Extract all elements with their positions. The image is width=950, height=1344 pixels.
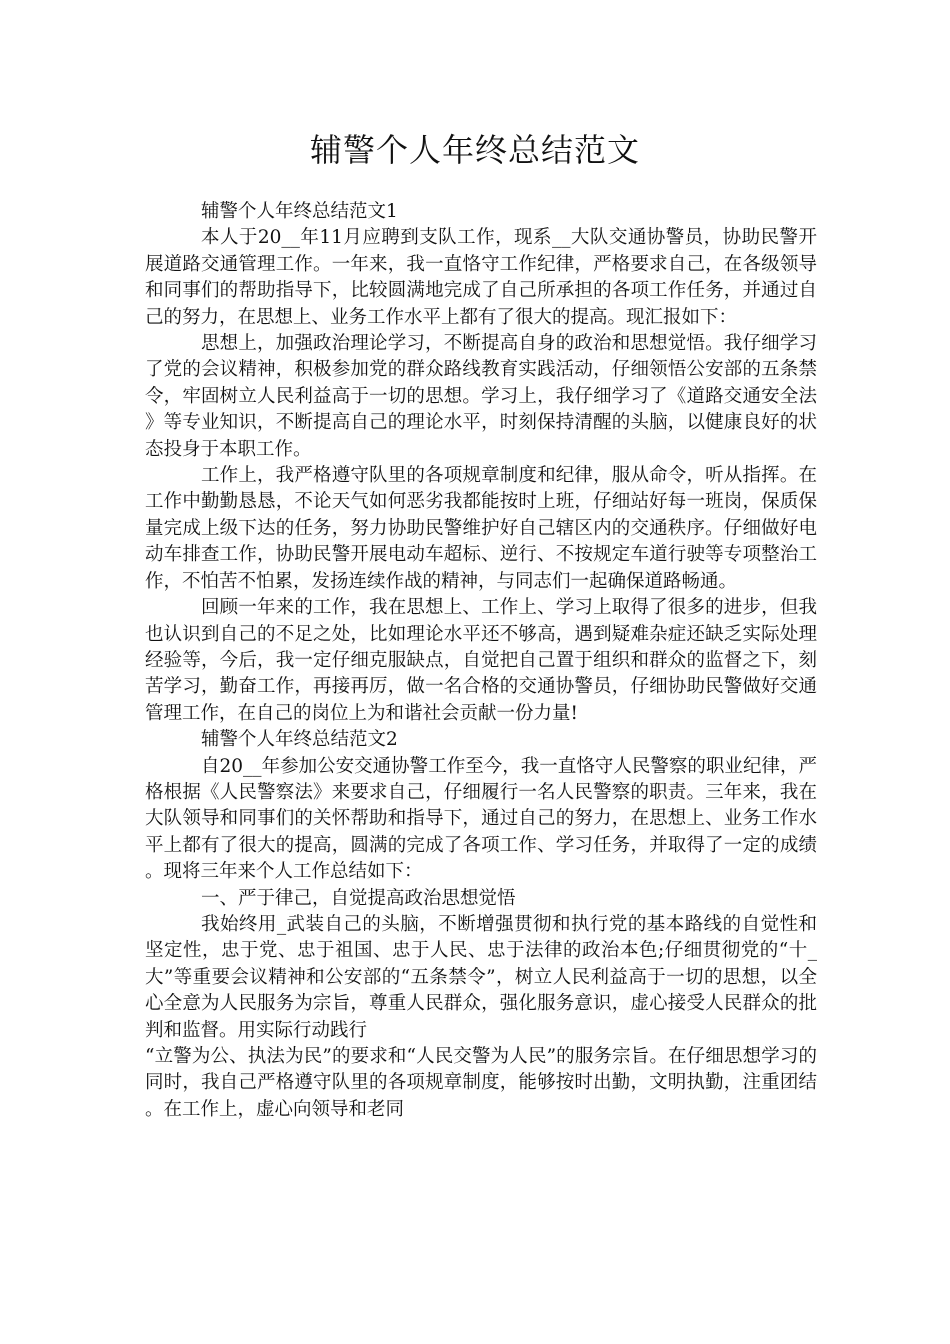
paragraph: 自20__年参加公安交通协警工作至今，我一直恪守人民警察的职业纪律，严格根据《人民警察法》来要求自己，仔细履行一名人民警察的职责。三年来，我在大队领导和同事们的关怀帮助和指导下，通过自己的努力，在思想上、业务工作水平上都有了很大的提高，圆满的完成了各项工作、学习任务，并取得了一定的成绩。现将三年来个人工作总结如下： — [145, 755, 817, 883]
subsection-heading: 一、严于律己，自觉提高政治思想觉悟 — [201, 887, 516, 909]
document-title: 辅警个人年终总结范文 — [309, 131, 640, 169]
paragraph: 回顾一年来的工作，我在思想上、工作上、学习上取得了很多的进步，但我也认识到自己的不足之处，比如理论水平还不够高，遇到疑难杂症还缺乏实际处理经验等，今后，我一定仔细克服缺点，自觉把自己置于组织和群众的监督之下，刻苦学习，勤奋工作，再接再厉，做一名合格的交通协警员，仔细协助民警做好交通管理工作，在自己的岗位上为和谐社会贡献一份力量! — [145, 597, 817, 724]
document-body — [145, 199, 817, 1123]
section-heading-1: 辅警个人年终总结范文1 — [201, 201, 398, 222]
paragraph: “立警为公、执法为民”的要求和“人民交警为人民”的服务宗旨。在仔细思想学习的同时，我自己严格遵守队里的各项规章制度，能够按时出勤，文明执勤，注重团结。在工作上，虚心向领导和老同 — [145, 1046, 817, 1120]
paragraph: 工作上，我严格遵守队里的各项规章制度和纪律，服从命令，听从指挥。在工作中勤勤恳恳，不论天气如何恶劣我都能按时上班，仔细站好每一班岗，保质保量完成上级下达的任务，努力协助民警维护好自己辖区内的交通秩序。仔细做好电动车排查工作，协助民警开展电动车超标、逆行、不按规定车道行驶等专项整治工作，不怕苦不怕累，发扬连续作战的精神，与同志们一起确保道路畅通。 — [145, 465, 817, 592]
paragraph: 思想上，加强政治理论学习，不断提高自身的政治和思想觉悟。我仔细学习了党的会议精神，积极参加党的群众路线教育实践活动，仔细领悟公安部的五条禁令，牢固树立人民利益高于一切的思想。学习上，我仔细学习了《道路交通安全法》等专业知识，不断提高自己的理论水平，时刻保持清醒的头脑，以健康良好的状态投身于本职工作。 — [145, 333, 817, 460]
paragraph: 本人于20__年11月应聘到支队工作，现系__大队交通协警员，协助民警开展道路交通管理工作。一年来，我一直恪守工作纪律，严格要求自己，在各级领导和同事们的帮助指导下，比较圆满地完成了自己所承担的各项工作任务，并通过自己的努力，在思想上、业务工作水平上都有了很大的提高。现汇报如下： — [145, 227, 817, 328]
section-heading-2: 辅警个人年终总结范文2 — [201, 729, 398, 751]
paragraph: 我始终用_武装自己的头脑，不断增强贯彻和执行党的基本路线的自觉性和坚定性，忠于党、忠于祖国、忠于人民、忠于法律的政治本色;仔细贯彻党的“十_大”等重要会议精神和公安部的“五条禁令”，树立人民利益高于一切的思想，以全心全意为人民服务为宗旨，尊重人民群众，强化服务意识，虚心接受人民群众的批判和监督。用实际行动践行 — [145, 913, 817, 1041]
